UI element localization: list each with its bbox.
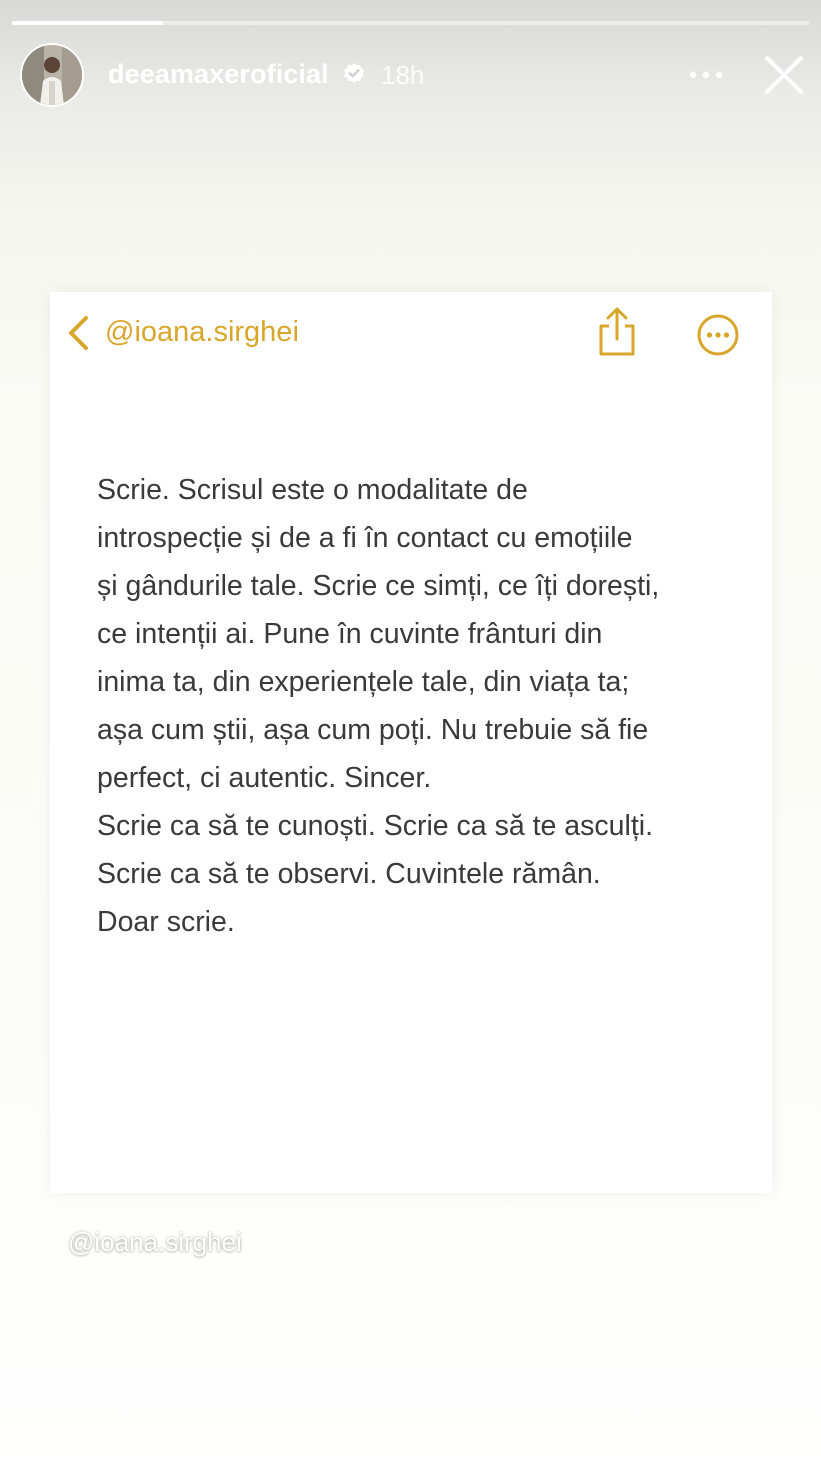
close-icon[interactable] xyxy=(761,52,807,98)
note-line: ce intenții ai. Pune în cuvinte frânturi din xyxy=(97,618,603,650)
story-progress-fill xyxy=(12,21,163,25)
post-time: 18h xyxy=(381,60,425,90)
avatar[interactable] xyxy=(20,43,84,107)
note-line: Scrie ca să te cunoști. Scrie ca să te asculți. xyxy=(97,810,653,842)
note-line: Doar scrie. xyxy=(97,906,235,938)
note-line: perfect, ci autentic. Sincer. xyxy=(97,762,432,794)
note-line: așa cum știi, așa cum poți. Nu trebuie să fie xyxy=(97,714,649,746)
more-circle-icon xyxy=(696,313,740,357)
note-line: Scrie. Scrisul este o modalitate de xyxy=(97,474,528,506)
note-body xyxy=(97,466,757,946)
verified-badge-icon xyxy=(342,62,366,86)
chevron-left-icon xyxy=(64,314,92,352)
note-line: inima ta, din experiențele tale, din viața ta; xyxy=(97,666,630,698)
more-horizontal-icon[interactable] xyxy=(686,62,726,88)
username[interactable]: deeamaxeroficial xyxy=(108,59,329,89)
note-title: @ioana.sirghei xyxy=(105,316,299,348)
note-screenshot xyxy=(50,292,772,1193)
note-line: și gândurile tale. Scrie ce simți, ce îți dorești, xyxy=(97,570,660,602)
note-line: introspecție și de a fi în contact cu emoțiile xyxy=(97,522,633,554)
mention-sticker[interactable]: @ioana.sirghei xyxy=(68,1227,242,1257)
share-icon xyxy=(596,306,638,358)
note-line: Scrie ca să te observi. Cuvintele rămân. xyxy=(97,858,601,890)
story-header xyxy=(0,40,821,110)
story-progress-bar xyxy=(12,21,809,25)
